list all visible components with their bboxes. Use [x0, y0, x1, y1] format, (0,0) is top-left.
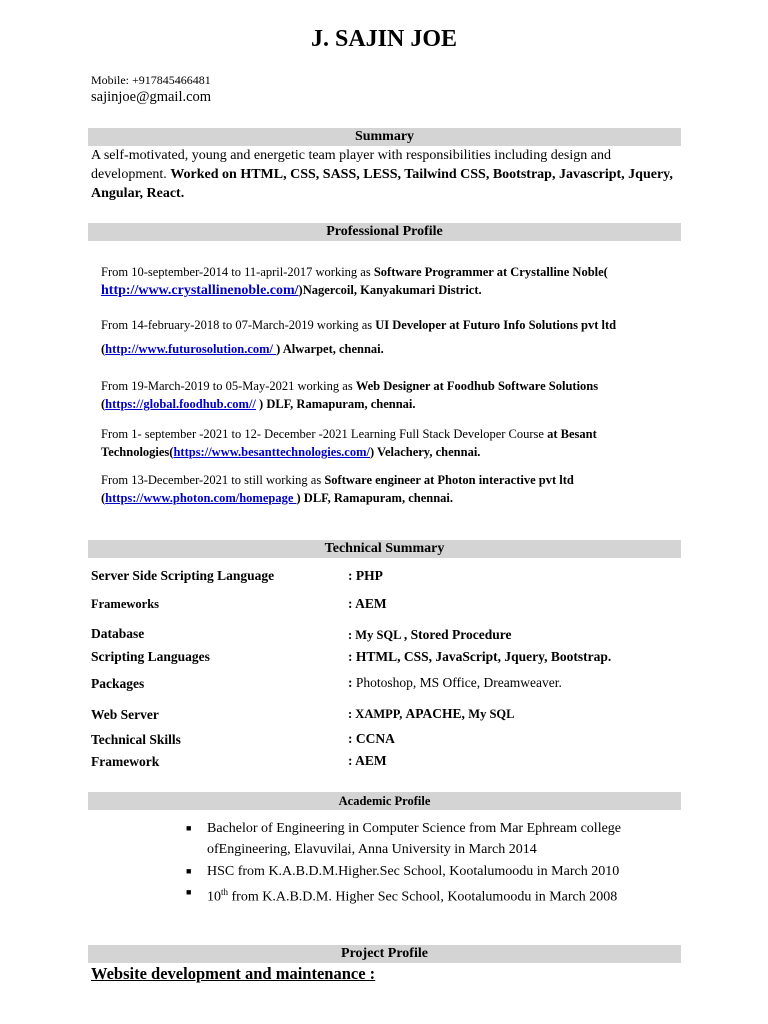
bullet-icon: ■ [186, 887, 192, 897]
tech-value: : XAMPP, APACHE, My SQL [348, 706, 515, 721]
summary-heading: Summary [88, 128, 681, 146]
tech-label: Technical Skills [91, 732, 181, 747]
tech-label: Framework [91, 754, 160, 769]
job-location: ) Velachery, chennai. [370, 445, 481, 459]
tech-label: Packages [91, 676, 145, 691]
tech-value: : HTML, CSS, JavaScript, Jquery, Bootstrap. [348, 649, 612, 664]
job-role: Web Designer at Foodhub Software Solutions [355, 379, 599, 393]
professional-heading: Professional Profile [88, 223, 681, 241]
company-link[interactable]: http://www.crystallinenoble.com/ [101, 283, 299, 298]
job-entry [101, 471, 681, 507]
job-location: ) DLF, Ramapuram, chennai. [296, 491, 454, 505]
summary-text [91, 146, 681, 203]
company-link[interactable]: https://www.besanttechnologies.com/ [173, 445, 370, 459]
job-role: Software Programmer at Crystalline Noble( [373, 265, 608, 279]
academic-heading: Academic Profile [88, 792, 681, 810]
company-link[interactable]: http://www.futurosolution.com/ [105, 342, 277, 356]
bullet-icon: ■ [186, 823, 192, 833]
job-location: ) Alwarpet, chennai. [276, 342, 384, 356]
job-entry [101, 425, 681, 461]
paren: ( [101, 491, 106, 505]
project-heading: Project Profile [88, 945, 681, 963]
tech-value: : PHP [348, 568, 383, 583]
tech-label: Server Side Scripting Language [91, 568, 275, 583]
company-link[interactable]: https://www.photon.com/homepage [105, 491, 297, 505]
mobile-number: Mobile: +917845466481 [91, 73, 211, 87]
bullet-icon: ■ [186, 866, 192, 876]
job-entry [101, 263, 681, 300]
tech-value: : My SQL , Stored Procedure [348, 627, 512, 642]
tech-value: : Photoshop, MS Office, Dreamweaver. [348, 675, 562, 690]
job-entry [101, 316, 681, 358]
job-location: )Nagercoil, Kanyakumari District. [298, 283, 482, 297]
tech-value: : CCNA [348, 731, 395, 746]
job-role: UI Developer at Futuro Info Solutions pvt ltd [375, 318, 617, 332]
job-location: ) DLF, Ramapuram, chennai. [255, 397, 416, 411]
technical-heading: Technical Summary [88, 540, 681, 558]
candidate-name: J. SAJIN JOE [310, 26, 458, 52]
tech-label: Database [91, 626, 145, 641]
project-title: Website development and maintenance : [91, 964, 376, 983]
job-entry [101, 377, 681, 413]
tech-label: Scripting Languages [91, 649, 210, 664]
company-link[interactable]: https://global.foodhub.com// [105, 397, 256, 411]
paren: ( [101, 342, 106, 356]
summary-plain: A self-motivated, young and energetic team player with responsibilities including design and development. [91, 148, 611, 182]
paren: ( [101, 397, 106, 411]
job-role: Software engineer at Photon interactive pvt ltd [324, 473, 574, 487]
tech-label: Frameworks [91, 597, 160, 611]
summary-skills: Worked on HTML, CSS, SASS, LESS, Tailwind CSS, Bootstrap, Javascript, Jquery, Angular, React. [91, 167, 673, 201]
job-dates: From 19-March-2019 to 05-May-2021 working as [101, 379, 356, 393]
tech-value: : AEM [348, 596, 387, 611]
tech-value: : AEM [348, 753, 387, 768]
tech-label: Web Server [91, 707, 159, 722]
job-role: at Besant Technologies( [101, 427, 597, 459]
job-dates: From 14-february-2018 to 07-March-2019 working as [101, 318, 376, 332]
job-dates: From 1- september -2021 to 12- December -2021 Learning Full Stack Developer Course [101, 427, 548, 441]
job-dates: From 10-september-2014 to 11-april-2017 working as [101, 265, 374, 279]
job-dates: From 13-December-2021 to still working as [101, 473, 325, 487]
email-address: sajinjoe@gmail.com [91, 89, 212, 105]
